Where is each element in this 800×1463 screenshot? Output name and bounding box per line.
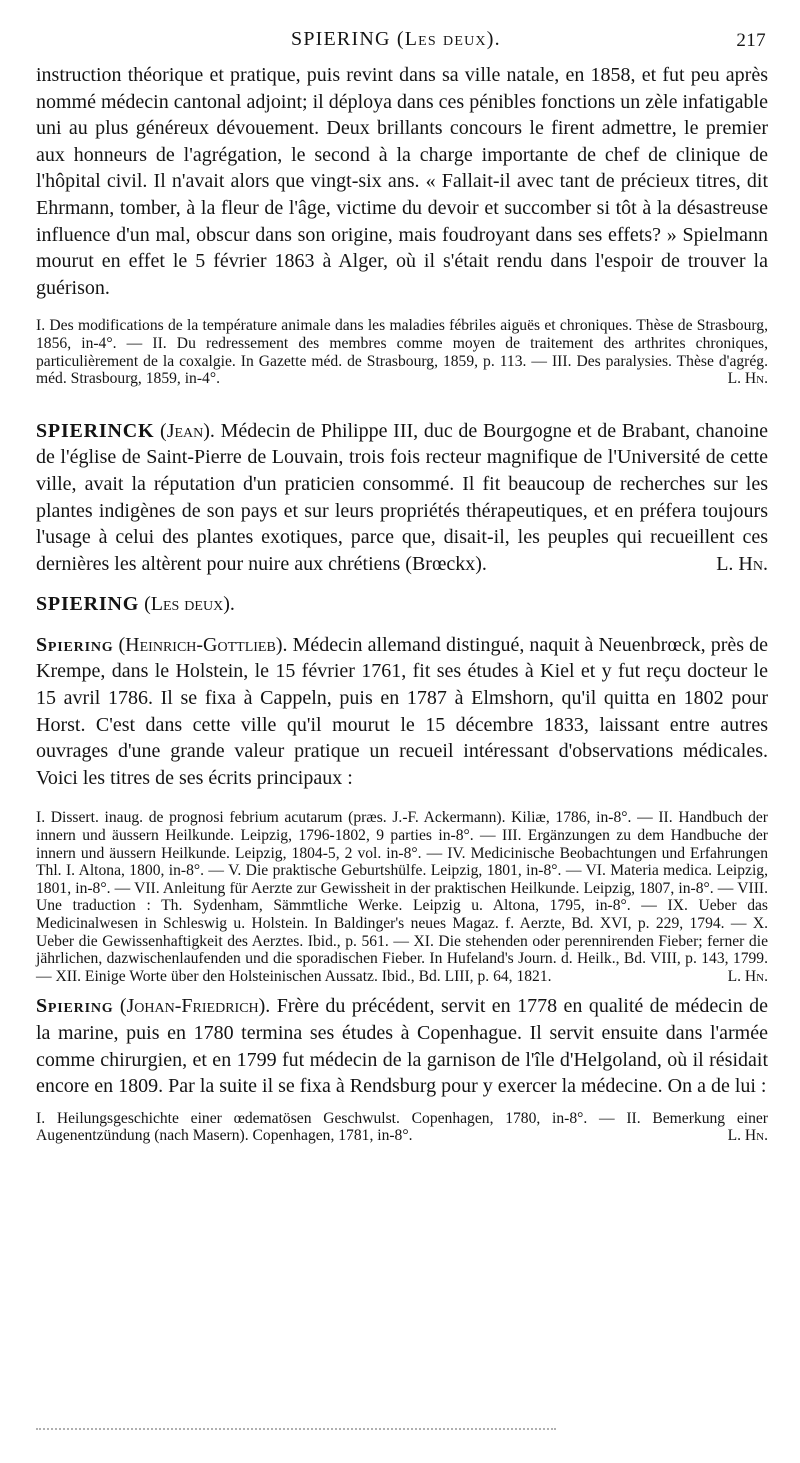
entry-spierinck-qualifier: (Jean). bbox=[160, 419, 215, 442]
running-header bbox=[36, 28, 768, 58]
entry-heinrich-signature: L. Hn. bbox=[727, 967, 768, 985]
page-number: 217 bbox=[736, 30, 766, 51]
entry-continuation-works-text: I. Des modifications de la température animale dans les maladies fébriles aiguës et chroniques. Thèse de Strasbourg, 1856, in-4°. — II. Du redressement des membres comme moyen de traitement des arthrites chroniques, particulièrement de la coxalgie. In Gazette méd. de Strasbourg, 1859, p. 113. — III. Des paralysies. Thèse d'agrég. méd. Strasbourg, 1859, in-4°. bbox=[36, 317, 768, 388]
running-title-name: SPIERING bbox=[291, 28, 391, 50]
footer-dotted-rule bbox=[36, 1428, 556, 1430]
entry-johan-qualifier: (Johan-Friedrich). bbox=[119, 995, 271, 1018]
entry-spierinck-signature: L. Hn. bbox=[716, 552, 768, 575]
entry-heinrich-qualifier: (Heinrich-Gottlieb). bbox=[118, 633, 288, 656]
running-title-subtitle: (Les deux). bbox=[396, 28, 501, 50]
entry-johan-text: Frère du précédent, servit en 1778 en qualité de médecin de la marine, puis en 1780 termina ses études à Copenhague. Il servit ensuite dans l'armée comme chirurgien, et en 1799 fut médecin de la garnison de l'île d'Helgoland, où il résidait encore en 1809. Par la suite il se fixa à Rendsburg pour y exercer la médecine. On a de lui : bbox=[36, 995, 769, 1098]
running-title bbox=[291, 28, 501, 51]
entry-heinrich bbox=[36, 632, 768, 792]
entry-johan-signature: L. Hn. bbox=[727, 1127, 768, 1145]
entry-continuation-works bbox=[36, 317, 768, 387]
entry-heinrich-text: Médecin allemand distingué, naquit à Neuenbrœck, près de Krempe, dans le Holstein, le 15 février 1761, fit ses études à Kiel et y fut reçu docteur le 15 avril 1786. Il se fixa à Cappeln, puis en 1787 à Elmshorn, qu'il quitta en 1802 pour Horst. C'est dans cette ville qu'il mourut le 15 décembre 1833, laissant entre autres ouvrages d'une grande valeur pratique un recueil intéressant d'observations médicales. Voici les titres de ses écrits principaux : bbox=[36, 633, 769, 789]
entry-spiering-heading-name: SPIERING bbox=[36, 593, 140, 616]
entry-johan bbox=[36, 993, 768, 1099]
entry-johan-name: Spiering bbox=[36, 995, 114, 1018]
dictionary-page bbox=[36, 28, 768, 1145]
entry-spiering-heading bbox=[36, 591, 768, 618]
entry-heinrich-works bbox=[36, 809, 768, 985]
entry-continuation-text: instruction théorique et pratique, puis revint dans sa ville natale, en 1858, et fut peu après nommé médecin cantonal adjoint; il déploya dans ces pénibles fonctions un zèle infatigable uni au plus généreux dévouement. Deux brillants concours le firent admettre, le premier aux honneurs de l'agrégation, le second à la charge importante de chef de clinique de l'hôpital civil. Il n'avait alors que vingt-six ans. « Fallait-il avec tant de précieux titres, dit Ehrmann, tomber, à la fleur de l'âge, victime du devoir et succomber si tôt à la désastreuse influence d'un mal, obscur dans son origine, mais foudroyant dans ses effets? » Spielmann mourut en effet le 5 février 1863 à Alger, où il s'était rendu dans l'espoir de trouver la guérison. bbox=[36, 64, 768, 299]
entry-heinrich-name: Spiering bbox=[36, 633, 114, 656]
entry-continuation-signature: L. Hn. bbox=[727, 370, 768, 388]
entry-spierinck-name: SPIERINCK bbox=[36, 419, 155, 442]
entry-spiering-heading-qualifier: (Les deux). bbox=[144, 593, 235, 616]
entry-johan-works-text: I. Heilungsgeschichte einer œdematösen Geschwulst. Copenhagen, 1780, in-8°. — II. Bemerkung einer Augenentzündung (nach Masern). Copenhagen, 1781, in-8°. bbox=[36, 1109, 768, 1145]
entry-spierinck-text: Médecin de Philippe III, duc de Bourgogne et de Brabant, chanoine de l'église de Saint-Pierre de Louvain, trois fois recteur magnifique de l'Université de cette ville, avait la réputation d'un praticien consommé. Il fit beaucoup de recherches sur les plantes indigènes de son pays et sur leurs propriétés thérapeutiques, et en préfera toujours l'usage à celui des plantes exotiques, parce que, disait-il, les peuples qui recueillent ces dernières les altèrent pour nuire aux chrétiens (Brœckx). bbox=[36, 419, 769, 575]
entry-spierinck bbox=[36, 418, 768, 578]
entry-heinrich-works-text: I. Dissert. inaug. de prognosi febrium acutarum (præs. J.-F. Ackermann). Kiliæ, 1786, in-8°. — II. Handbuch der innern und äussern Heilkunde. Leipzig, 1796-1802, 9 parties in-8°. — III. Ergänzungen zu dem Handbuche der innern und äussern Heilkunde. Leipzig, 1804-5, 2 vol. in-8°. — IV. Medicinische Beobachtungen und Erfahrungen Thl. I. Altona, 1800, in-8°. — V. Die praktische Geburtshülfe. Leipzig, 1801, in-8°. — VI. Materia medica. Leipzig, 1801, in-8°. — VII. Anleitung für Aerzte zur Gewissheit in der praktischen Heilkunde. Leipzig, 1807, in-8°. — VIII. Une traduction : Th. Sydenham, Sämmtliche Werke. Leipzig u. Altona, 1795, in-8°. — IX. Ueber das Medicinalwesen in Schleswig u. Holstein. In Baldinger's neues Magaz. f. Aerzte, Bd. XVI, p. 229, 1794. — X. Ueber die Gewissenhaftigkeit des Aerztes. Ibid., p. 561. — XI. Die stehenden oder perennirenden Fieber; ferner die jährlichen, dazwischenlaufenden und die sporadischen Fieber. In Hufeland's Journ. d. Heilk., Bd. VIII, p. 143, 1799. — XII. Einige Worte über den Holsteinischen Aussatz. Ibid., Bd. LIII, p. 64, 1821. bbox=[36, 809, 768, 985]
entry-johan-works bbox=[36, 1110, 768, 1145]
